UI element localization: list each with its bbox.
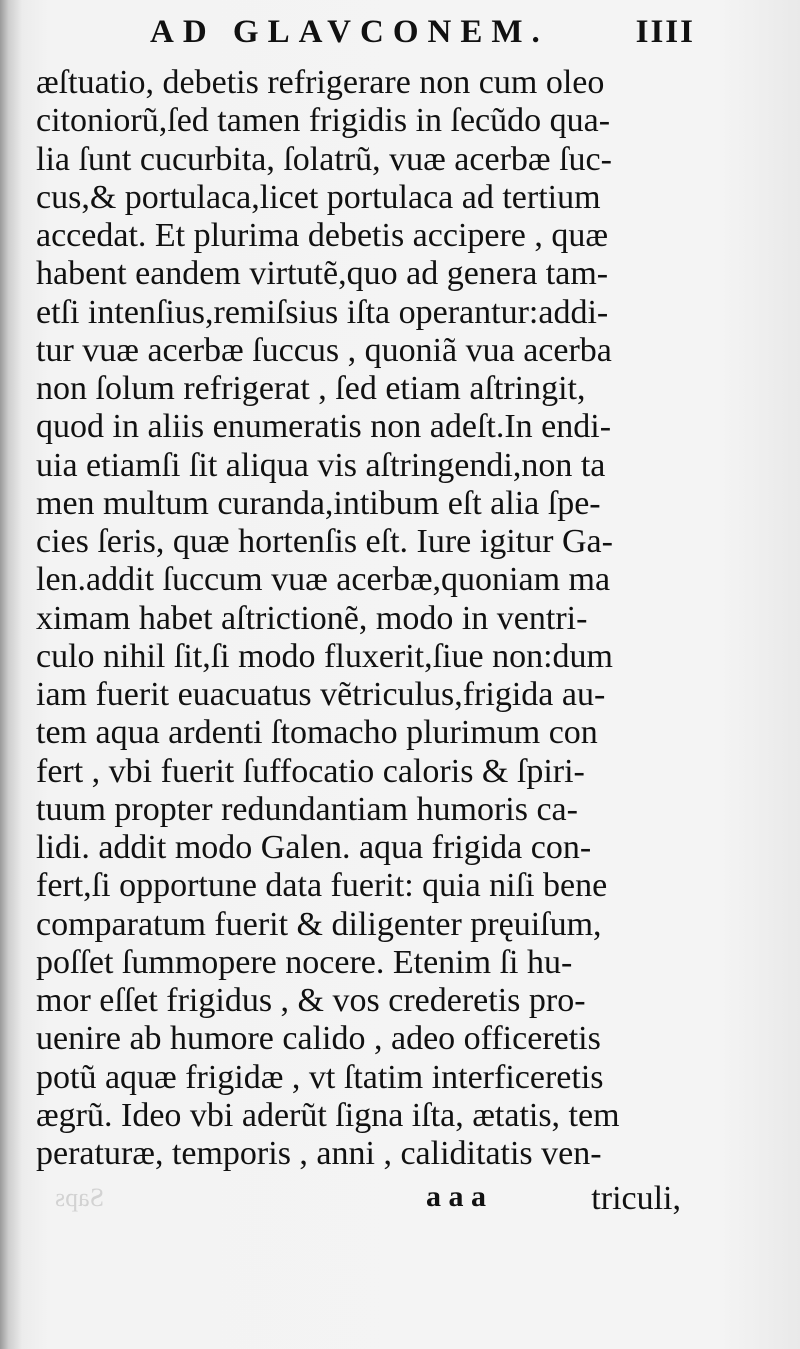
text-line: cies ſeris, quæ hortenſis eſt. Iure igitur Ga-: [36, 523, 613, 560]
text-line: men multum curanda,intibum eſt alia ſpe-: [36, 484, 601, 522]
text-line: comparatum fuerit & diligenter pręuiſum,: [36, 905, 602, 943]
text-line: æſtuatio, debetis refrigerare non cum oleo: [36, 64, 605, 101]
text-line: len.addit ſuccum vuæ acerbæ,quoniam ma: [36, 561, 611, 599]
text-line: fert,ſi opportune data fuerit: quia niſi bene: [36, 867, 608, 905]
text-line: potũ aquæ frigidæ , vt ſtatim interficeretis: [36, 1058, 604, 1096]
page-footer: [36, 1180, 681, 1220]
show-through-text: Saps: [55, 1183, 105, 1212]
text-line: etſi intenſius,remiſsius iſta operantur:addi-: [36, 293, 609, 331]
signature-mark: a a a: [426, 1180, 486, 1213]
text-line: culo nihil ſit,ſi modo fluxerit,ſiue non:dum: [36, 637, 614, 675]
text-line: iam fuerit euacuatus vẽtriculus,frigida au-: [36, 676, 606, 713]
text-line: accedat. Et plurima debetis accipere , quæ: [36, 217, 609, 254]
body-text: [36, 64, 686, 1173]
gutter-shadow: [0, 0, 22, 1349]
text-line: lia ſunt cucurbita, ſolatrũ, vuæ acerbæ ſuc-: [36, 140, 612, 178]
text-line: ximam habet aſtrictionẽ, modo in ventri-: [36, 599, 588, 637]
text-line: habent eandem virtutẽ,quo ad genera tam-: [36, 255, 609, 293]
text-line: tur vuæ acerbæ ſuccus , quoniã vua acerba: [36, 331, 612, 369]
text-line: ægrũ. Ideo vbi aderũt ſigna iſta, ætatis, tem: [36, 1096, 620, 1134]
text-line: mor eſſet frigidus , & vos crederetis pro-: [36, 982, 586, 1019]
text-line: tem aqua ardenti ſtomacho plurimum con: [36, 714, 598, 752]
catchword: triculi,: [591, 1180, 681, 1217]
text-line: poſſet ſummopere nocere. Etenim ſi hu-: [36, 943, 573, 981]
text-line: quod in aliis enumeratis non adeſt.In endi-: [36, 408, 612, 446]
text-line: citoniorũ,ſed tamen frigidis in ſecũdo qua-: [36, 102, 611, 140]
text-line: cus,& portulaca,licet portulaca ad tertium: [36, 178, 601, 216]
running-title: AD GLAVCONEM.: [150, 14, 549, 50]
text-line: fert , vbi fuerit ſuffocatio caloris & ſpiri-: [36, 752, 585, 790]
text-line: peraturæ, temporis , anni , caliditatis ven-: [36, 1135, 602, 1172]
folio-number: IIII: [635, 14, 695, 50]
text-line: non ſolum refrigerat , ſed etiam aſtringit,: [36, 370, 586, 407]
text-line: uenire ab humore calido , adeo officeretis: [36, 1020, 601, 1058]
text-line: tuum propter redundantiam humoris ca-: [36, 790, 578, 828]
text-line: uia etiamſi ſit aliqua vis aſtringendi,non ta: [36, 446, 606, 484]
running-head: [150, 14, 695, 58]
text-line: lidi. addit modo Galen. aqua frigida con-: [36, 829, 592, 866]
